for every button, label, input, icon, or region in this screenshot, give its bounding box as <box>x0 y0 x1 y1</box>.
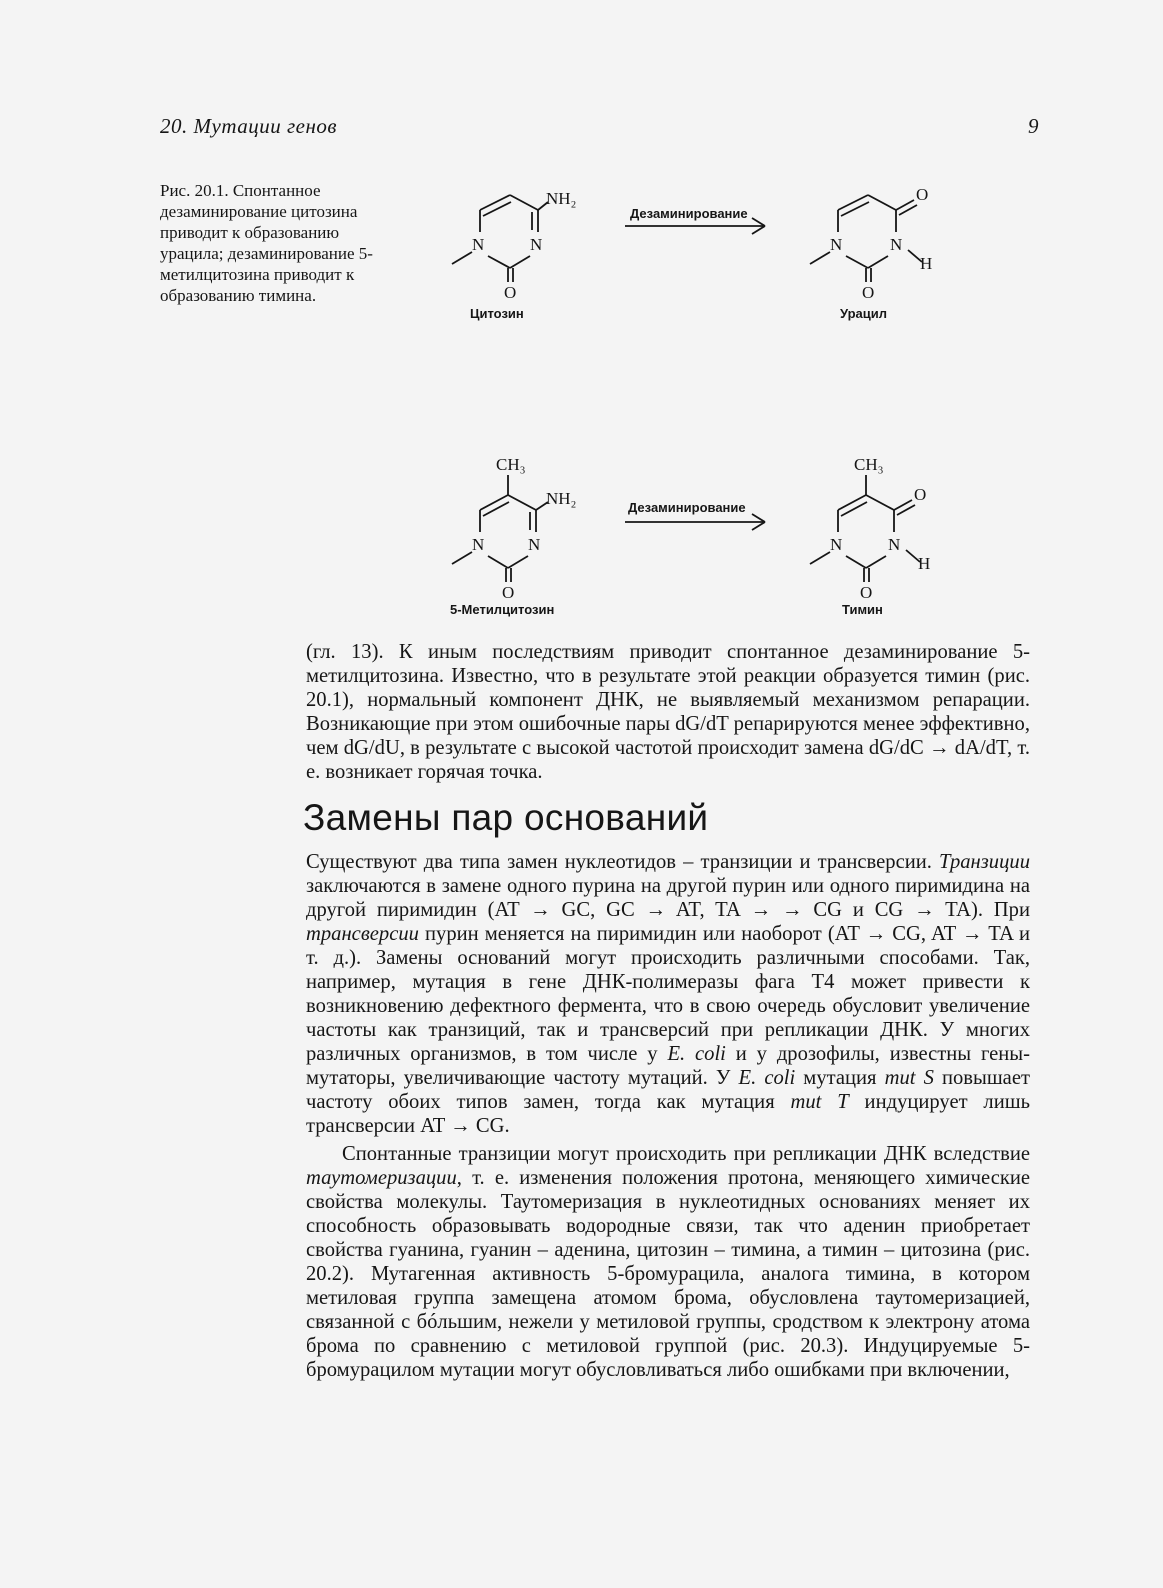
thymine-structure <box>810 475 920 582</box>
arrow-label-deamination: Дезаминирование <box>630 206 748 221</box>
section-title: Замены пар оснований <box>303 797 709 838</box>
atom-n: N <box>472 535 485 554</box>
paragraph-tautomerization: Спонтанные транзиции могут происходить при репликации ДНК вследствие таутомеризации, т. е. изменения положения протона, меняющего химические свойства молекулы. Таутомеризация в нуклеотидных основаниях меняет их способность образовывать водородные связи, так что аденин приобретает свойства гуанина, гуанин – аденина, цитозин – тимина, а тимин – цитозина (рис. 20.2). Мутагенная активность 5-бромурацила, аналога тимина, в котором метиловая группа замещена атомом брома, обусловлена таутомеризацией, связанной с бóльшим, нежели у метиловой группы, сродством к электрону атома брома по сравнению с метиловой группой (рис. 20.3). Индуцируемые 5-бромурацилом мутации могут обусловливаться либо ошибками при включении, <box>306 1143 1030 1381</box>
atom-n: N <box>472 235 485 254</box>
figure-caption: Рис. 20.1. Спонтанное дезаминирование цитозина приводит к образованию урацила; дезаминирование 5-метилцитозина приводит к образованию тимина. <box>160 181 373 305</box>
atom-n: N <box>830 235 843 254</box>
arrow-label-deamination: Дезаминирование <box>628 500 746 515</box>
paragraph-substitution-types: Существуют два типа замен нуклеотидов – транзиции и трансверсии. Транзиции заключаются в замене одного пурина на другой пурин или одного пиримидина на другой пиримидин (AT → GC, GC → AT, TA → → CG и CG → TA). При трансверсии пурин меняется на пиримидин или наоборот (AT → CG, AT → TA и т. д.). Замены оснований могут происходить различными способами. Так, например, мутация в гене ДНК-полимеразы фага T4 может привести к возникновению дефектного фермента, что в свою очередь обусловит увеличение частоты как транзиций, так и трансверсий при репликации ДНК. У многих различных организмов, в том числе у E. coli и у дрозофилы, известны гены-мутаторы, увеличивающие частоту мутаций. У E. coli мутация mut S повышает частоту обоих типов замен, тогда как мутация mut T индуцирует лишь трансверсии AT → CG. <box>306 851 1030 1137</box>
uracil-structure <box>810 195 922 282</box>
methylcytosine-structure <box>452 475 548 582</box>
label-methylcytosine: 5-Метилцитозин <box>450 602 555 617</box>
atom-n: N <box>888 535 901 554</box>
atom-amino: NH₂ <box>546 189 577 208</box>
atom-methyl: CH₃ <box>496 455 526 474</box>
reaction-schemes <box>430 170 990 640</box>
atom-n: N <box>530 235 543 254</box>
atom-amino: NH₂ <box>546 489 577 508</box>
figure-deamination <box>430 170 990 640</box>
atom-n: N <box>830 535 843 554</box>
atom-methyl: CH₃ <box>854 455 884 474</box>
page-number: 9 <box>1028 114 1039 138</box>
atom-o: O <box>862 283 875 302</box>
atom-o: O <box>914 485 927 504</box>
section-body <box>306 850 1030 1382</box>
atom-n: N <box>528 535 541 554</box>
atom-o: O <box>504 283 517 302</box>
label-uracil: Урацил <box>840 306 888 321</box>
label-thymine: Тимин <box>842 602 883 617</box>
atom-h: H <box>918 554 931 573</box>
running-title: 20. Мутации генов <box>160 114 338 138</box>
atom-o: O <box>502 583 515 602</box>
continuation-paragraph <box>306 640 1030 784</box>
paragraph: (гл. 13). К иным последствиям приводит спонтанное дезаминирование 5-метилцитозина. Известно, что в результате этой реакции образуется тимин (рис. 20.1), нормальный компонент ДНК, не выявляемый механизмом репарации. Возникающие при этом ошибочные пары dG/dT репарируются менее эффективно, чем dG/dU, в результате с высокой частотой происходит замена dG/dC → dA/dT, т. е. возникает горячая точка. <box>306 641 1030 783</box>
atom-o: O <box>916 185 929 204</box>
atom-n: N <box>890 235 903 254</box>
atom-o: O <box>860 583 873 602</box>
label-cytosine: Цитозин <box>470 306 524 321</box>
atom-h: H <box>920 254 933 273</box>
